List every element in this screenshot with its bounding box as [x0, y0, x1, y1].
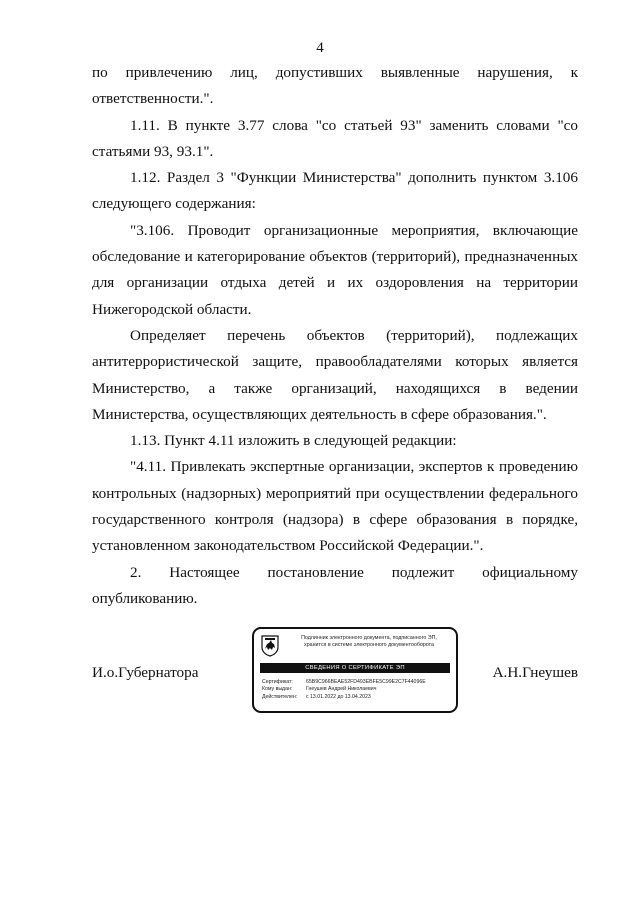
paragraph-continuation: по привлечению лиц, допустивших выявленные нарушения, к ответственности.". [92, 64, 578, 108]
stamp-details [262, 679, 454, 701]
stamp-header-line-1: Подлинник электронного документа, подписанного ЭП, [301, 635, 437, 641]
nizhny-novgorod-coat-of-arms-icon [261, 635, 279, 657]
issued-label: Кому выдан: [262, 686, 293, 693]
signatory-name: А.Н.Гнеушев [492, 664, 578, 681]
stamp-row-valid [262, 694, 454, 701]
certificate-label: Сертификат: [262, 679, 293, 685]
issued-value: Гнеушев Андрей Николаевич [306, 686, 377, 693]
paragraph-3-106: "3.106. Проводит организационные мероприятия, включающие обследование и категорирование объектов (территорий), предназначенных для организации отдыха детей и их оздоровления на территории Нижегородской области. [92, 221, 578, 318]
stamp-title: СВЕДЕНИЯ О СЕРТИФИКАТЕ ЭП [260, 663, 450, 673]
valid-value: с 13.01.2022 до 13.04.2023 [306, 693, 371, 700]
page-number: 4 [316, 40, 324, 56]
paragraph-4-11: "4.11. Привлекать экспертные организации, экспертов к проведению контрольных (надзорных) мероприятий при осуществлении федерального государственного контроля (надзора) в сфере образования в порядке, установленном законодательством Российской Федерации.". [92, 458, 578, 555]
document-body [92, 60, 578, 612]
paragraph-defines-list: Определяет перечень объектов (территорий), подлежащих антитеррористической защите, правообладателями которых является Министерство, а также организаций, находящихся в ведении Министерства, осуществляющих деятельность в сфере образования.". [92, 326, 578, 423]
paragraph-2-publication: 2. Настоящее постановление подлежит официальному опубликованию. [92, 563, 578, 607]
stamp-row-issued [262, 686, 454, 693]
electronic-signature-stamp [252, 627, 458, 713]
paragraph-1-13: 1.13. Пункт 4.11 изложить в следующей редакции: [130, 432, 457, 450]
stamp-header [284, 635, 454, 649]
stamp-header-line-2: хранится в системе электронного документооборота [304, 642, 434, 648]
valid-label: Действителен: [262, 693, 298, 700]
certificate-value: 65B9C966BEAE52FD493EBFE5C99E2C7F44096E [306, 679, 426, 685]
paragraph-1-12: 1.12. Раздел 3 "Функции Министерства" дополнить пунктом 3.106 следующего содержания: [92, 169, 578, 213]
signatory-position: И.о.Губернатора [92, 664, 199, 681]
paragraph-1-11: 1.11. В пункте 3.77 слова "со статьей 93" заменить словами "со статьями 93, 93.1". [92, 116, 578, 160]
